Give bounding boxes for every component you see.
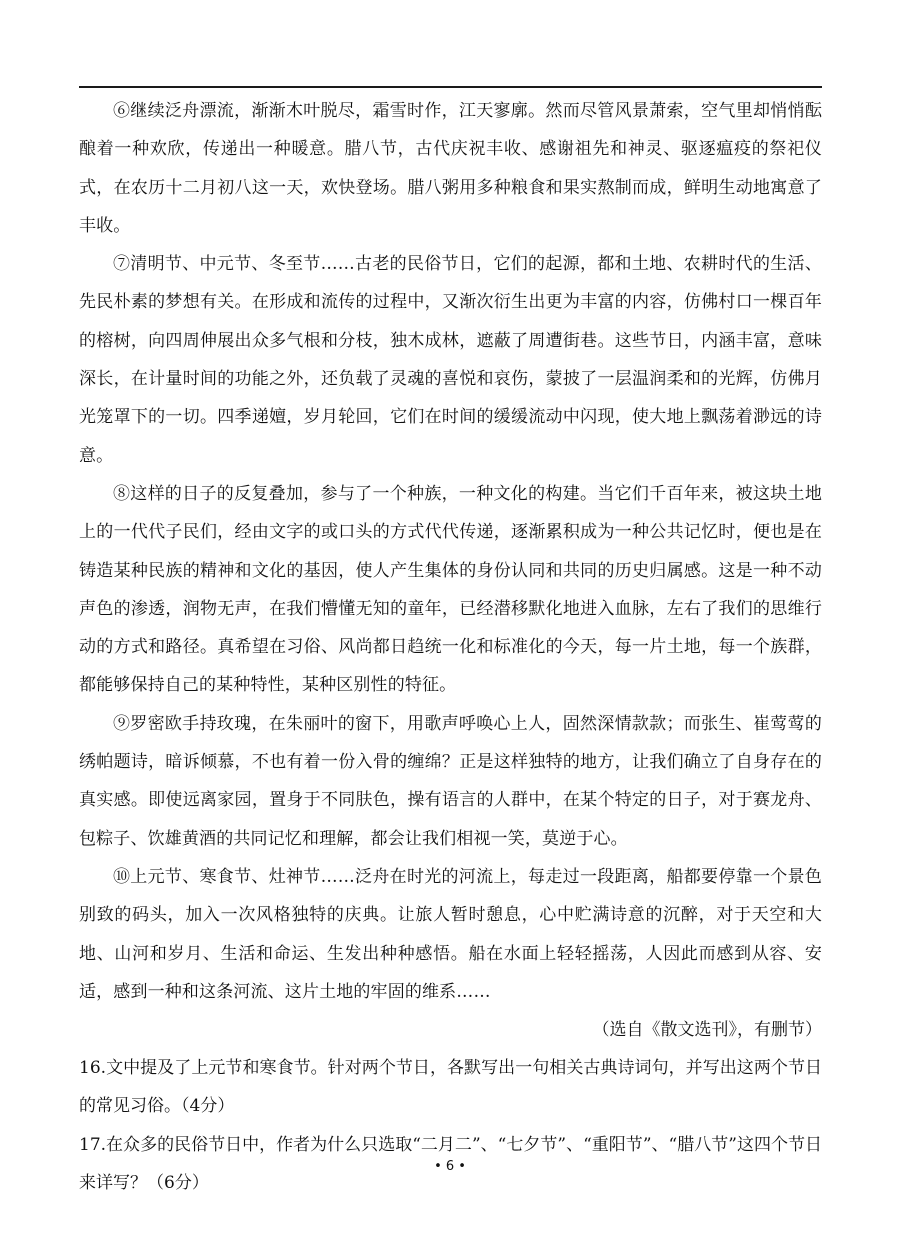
source-citation: （选自《散文选刊》，有删节） (592, 1020, 822, 1041)
question-17: 17.在众多的民俗节日中，作者为什么只选取“二月二”、“七夕节”、“重阳节”、“腊八节”这四个节日来详写？（6分） (79, 1134, 822, 1194)
paragraph-8: ⑧这样的日子的反复叠加，参与了一个种族，一种文化的构建。当它们千百年来，被这块土地上的一代代子民们，经由文字的或口头的方式代代传递，逐渐累积成为一种公共记忆时，便也是在铸造某种民族的精神和文化的基因，使人产生集体的身份认同和共同的历史归属感。这是一种不动声色的渗透，润物无声，在我们懵懂无知的童年，已经潜移默化地进入血脉，左右了我们的思维行动的方式和路径。真希望在习俗、风尚都日趋统一化和标准化的今天，每一片土地，每一个族群，都能够保持自己的某种特性，某种区别性的特征。 (79, 483, 822, 696)
question-16: 16.文中提及了上元节和寒食节。针对两个节日，各默写出一句相关古典诗词句，并写出这两个节日的常见习俗。（4分） (79, 1058, 822, 1117)
paragraph-6: ⑥继续泛舟漂流，渐渐木叶脱尽，霜雪时作，江天寥廓。然而尽管风景萧索，空气里却悄悄酝酿着一种欢欣，传递出一种暖意。腊八节，古代庆祝丰收、感谢祖先和神灵、驱逐瘟疫的祭祀仪式，在农历十二月初八这一天，欢快登场。腊八粥用多种粮食和果实熬制而成，鲜明生动地寓意了丰收。 (79, 101, 822, 236)
paragraph-7: ⑦清明节、中元节、冬至节……古老的民俗节日，它们的起源，都和土地、农耕时代的生活、先民朴素的梦想有关。在形成和流传的过程中，又渐次衍生出更为丰富的内容，仿佛村口一棵百年的榕树，向四周伸展出众多气根和分枝，独木成林，遮蔽了周遭街巷。这些节日，内涵丰富，意味深长，在计量时间的功能之外，还负载了灵魂的喜悦和哀伤，蒙披了一层温润柔和的光辉，仿佛月光笼罩下的一切。四季递嬗，岁月轮回，它们在时间的缓缓流动中闪现，使大地上飘荡着渺远的诗意。 (79, 254, 822, 466)
paragraph-10: ⑩上元节、寒食节、灶神节……泛舟在时光的河流上，每走过一段距离，船都要停靠一个景色别致的码头，加入一次风格独特的庆典。让旅人暂时憩息，心中贮满诗意的沉醉，对于天空和大地、山河和岁月、生活和命运、生发出种种感悟。船在水面上轻轻摇荡，人因此而感到从容、安适，感到一种和这条河流、这片土地的牢固的维系…… (79, 866, 822, 1002)
passage-body (79, 92, 822, 1202)
top-rule (79, 86, 822, 88)
paragraph-9: ⑨罗密欧手持玫瑰，在朱丽叶的窗下，用歌声呼唤心上人，固然深情款款；而张生、崔莺莺的绣帕题诗，暗诉倾慕，不也有着一份入骨的缠绵？正是这样独特的地方，让我们确立了自身存在的真实感。即使远离家园，置身于不同肤色，操有语言的人群中，在某个特定的日子，对于赛龙舟、包粽子、饮雄黄酒的共同记忆和理解，都会让我们相视一笑，莫逆于心。 (79, 713, 822, 849)
page-number: • 6 • (434, 1159, 466, 1174)
